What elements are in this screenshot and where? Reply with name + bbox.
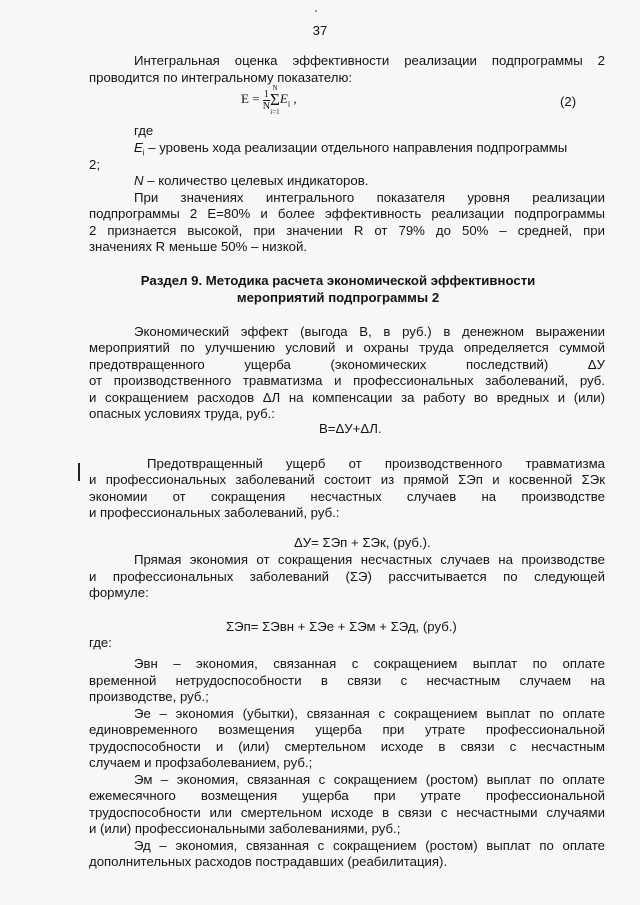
direct-line-1: Прямая экономия от сокращения несчастных случаев на производстве	[134, 552, 605, 567]
levels-line-4: значениях R меньше 50% – низкой.	[89, 239, 307, 254]
margin-mark	[78, 463, 80, 481]
sum-upper-limit: N	[272, 84, 278, 93]
where-label-2: где:	[89, 635, 112, 650]
direct-line-2: и профессиональных заболеваний (ΣЭ) рассчитывается по следующей	[89, 569, 605, 584]
evn-line-3: производстве, руб.;	[89, 689, 209, 704]
ed-line-2: дополнительных расходов пострадавших (реабилитация).	[89, 854, 448, 869]
n-symbol: N	[134, 173, 144, 188]
formula-fraction	[263, 89, 270, 112]
effect-line-5: и сокращением расходов ΔЛ на компенсации за работу во вредных и (или)	[89, 390, 605, 405]
damage-line-4: и профессиональных заболеваний, руб.:	[89, 505, 340, 520]
formula-term-index: i	[287, 99, 291, 109]
formula-term: E	[279, 91, 288, 106]
where-label: где	[134, 123, 154, 138]
damage-line-2: и профессиональных заболеваний состоит из прямой ΣЭп и косвенной ΣЭк	[89, 472, 605, 487]
definition-ei	[134, 139, 567, 162]
intro-line-2: проводится по интегральному показателю:	[89, 70, 353, 85]
ei-index: i	[142, 148, 145, 158]
formula-number: (2)	[560, 94, 577, 109]
em-line-3: трудоспособности или смертельном исходе в связи с несчастными случаями	[89, 805, 605, 820]
effect-line-4: от производственного травматизма и профессиональных заболеваний, руб.	[89, 373, 605, 388]
integral-formula	[241, 84, 297, 120]
em-line-4: и (или) профессиональными заболеваниями, руб.;	[89, 821, 401, 836]
effect-line-2: мероприятий по улучшению условий и охраны труда определяется суммой	[89, 340, 605, 355]
effect-line-1: Экономический эффект (выгода В, в руб.) в денежном выражении	[134, 324, 605, 339]
ee-line-2: единовременного возмещения ущерба при утрате профессиональной	[89, 722, 605, 737]
equation-b: В=ΔУ+ΔЛ.	[319, 421, 382, 436]
section-title-line-2: мероприятий подпрограммы 2	[236, 290, 440, 305]
damage-line-1: Предотвращенный ущерб от производственного травматизма	[147, 456, 605, 471]
em-line-1: Эм – экономия, связанная с сокращением (ростом) выплат по оплате	[134, 772, 605, 787]
summation	[270, 84, 280, 116]
ei-text: – уровень хода реализации отдельного направления подпрограммы	[144, 140, 568, 155]
direct-line-3: формуле:	[89, 585, 149, 600]
effect-line-3: предотвращенного ущерба (экономических последствий) ΔУ	[89, 357, 605, 372]
section-title-line-1: Раздел 9. Методика расчета экономической эффективности	[140, 273, 536, 288]
sum-lower-limit: i=1	[270, 108, 280, 117]
ed-line-1: Эд – экономия, связанная с сокращением (ростом) выплат по оплате	[134, 838, 605, 853]
equation-du: ΔУ= ΣЭп + ΣЭк, (руб.).	[294, 535, 431, 550]
definition-n	[134, 172, 368, 189]
evn-line-1: Эвн – экономия, связанная с сокращением выплат по оплате	[134, 656, 605, 671]
definition-ei-continued: 2;	[89, 157, 100, 172]
page-number: 37	[312, 23, 328, 38]
levels-line-2: подпрограммы 2 E=80% и более эффективность реализации подпрограммы	[89, 206, 605, 221]
formula-tail: ,	[290, 91, 297, 106]
levels-line-3: 2 признается высокой, при значении R от 79% до 50% – средней, при	[89, 223, 605, 238]
em-line-2: ежемесячного возмещения ущерба при утрате профессиональной	[89, 788, 605, 803]
effect-line-6: опасных условиях труда, руб.:	[89, 406, 275, 421]
n-text: – количество целевых индикаторов.	[143, 173, 369, 188]
scan-speck: '	[315, 9, 317, 20]
intro-line-1: Интегральная оценка эффективности реализации подпрограммы 2	[134, 53, 605, 68]
sum-symbol: Σ	[270, 90, 280, 110]
fraction-numerator: 1	[263, 88, 269, 100]
fraction-denominator: N	[262, 100, 271, 112]
ee-line-4: случаем и профзаболеванием, руб.;	[89, 755, 313, 770]
formula-lhs: E =	[241, 91, 263, 106]
ee-line-1: Эе – экономия (убытки), связанная с сокращением выплат по оплате	[134, 706, 605, 721]
damage-line-3: экономии от сокращения несчастных случаев на производстве	[89, 489, 605, 504]
ee-line-3: трудоспособности и (или) смертельном исходе в связи с несчастным	[89, 739, 605, 754]
equation-ep: ΣЭп= ΣЭвн + ΣЭе + ΣЭм + ΣЭд, (руб.)	[226, 619, 457, 634]
levels-line-1: При значениях интегрального показателя уровня реализации	[134, 190, 605, 205]
ei-symbol: E	[134, 140, 143, 155]
evn-line-2: временной нетрудоспособности в связи с несчастным случаем на	[89, 673, 605, 688]
